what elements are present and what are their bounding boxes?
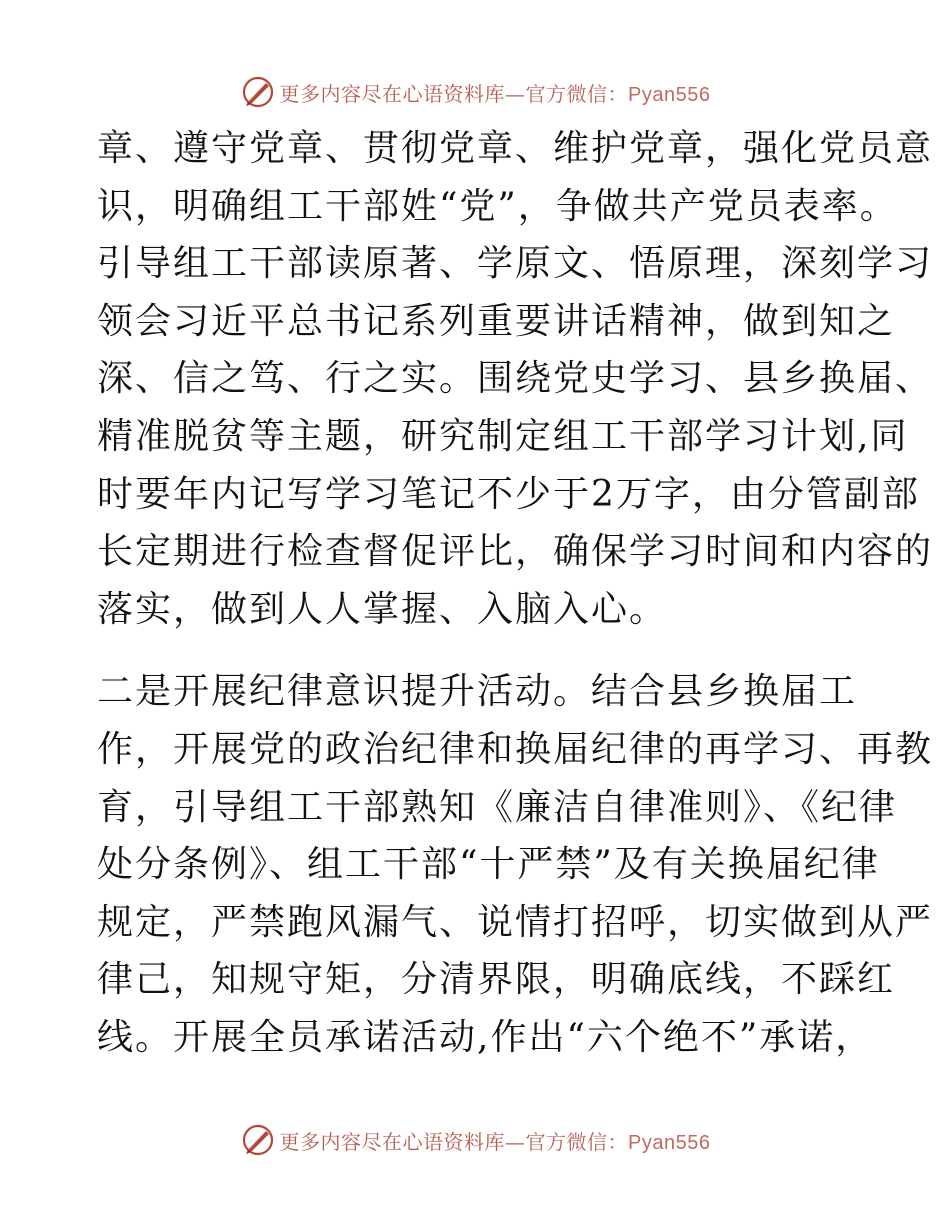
text-line: 作，开展党的政治纪律和换届纪律的再学习、再教 [97,728,934,770]
paragraph [97,120,934,638]
watermark-banner-bottom [0,1118,950,1162]
text-line: 处分条例》、组工干部“十严禁”及有关换届纪律 [97,844,880,886]
text-line: 章、遵守党章、贯彻党章、维护党章，强化党员意 [97,128,934,169]
watermark-text [280,78,711,107]
pen-logo-icon [240,74,276,110]
text-line: 引导组工干部读原著、学原文、悟原理，深刻学习 [97,243,934,285]
watermark-separator: — [505,1129,526,1154]
paragraph-gap [97,638,867,663]
watermark-wechat-label: 官方微信： [525,81,629,106]
watermark-text [280,1126,711,1155]
watermark-wechat-label: 官方微信： [525,1129,629,1154]
text-line: 识，明确组工干部姓“党”，争做共产党员表率。 [97,185,898,227]
text-line: 长定期进行检查督促评比，确保学习时间和内容的 [97,531,934,573]
text-line: 律己，知规守矩，分清界限，明确底线，不踩红 [97,959,896,1001]
watermark-banner-top [0,70,950,114]
paragraph [97,663,934,1066]
watermark-separator: — [505,81,526,106]
watermark-wechat-id: Pyan556 [628,83,711,106]
text-line: 线。开展全员承诺活动,作出“六个绝不”承诺， [97,1016,874,1058]
document-body [97,120,934,1067]
text-line: 育，引导组工干部熟知《廉洁自律准则》、《纪律 [97,786,898,828]
text-line: 时要年内记写学习笔记不少于2万字，由分管副部 [97,473,920,515]
text-line: 精准脱贫等主题，研究制定组工干部学习计划,同 [97,415,909,457]
text-line: 二是开展纪律意识提升活动。结合县乡换届工 [97,671,858,713]
text-line: 规定，严禁跑风漏气、说情打招呼，切实做到从严 [97,901,934,943]
watermark-brand: 更多内容尽在心语资料库 [279,81,506,106]
watermark-wechat-id: Pyan556 [628,1131,711,1154]
text-line: 领会习近平总书记系列重要讲话精神，做到知之 [97,300,896,342]
text-line: 落实，做到人人掌握、入脑入心。 [97,588,668,630]
text-line: 深、信之笃、行之实。围绕党史学习、县乡换届、 [97,358,934,400]
pen-logo-icon [240,1122,276,1158]
watermark-brand: 更多内容尽在心语资料库 [279,1129,506,1154]
